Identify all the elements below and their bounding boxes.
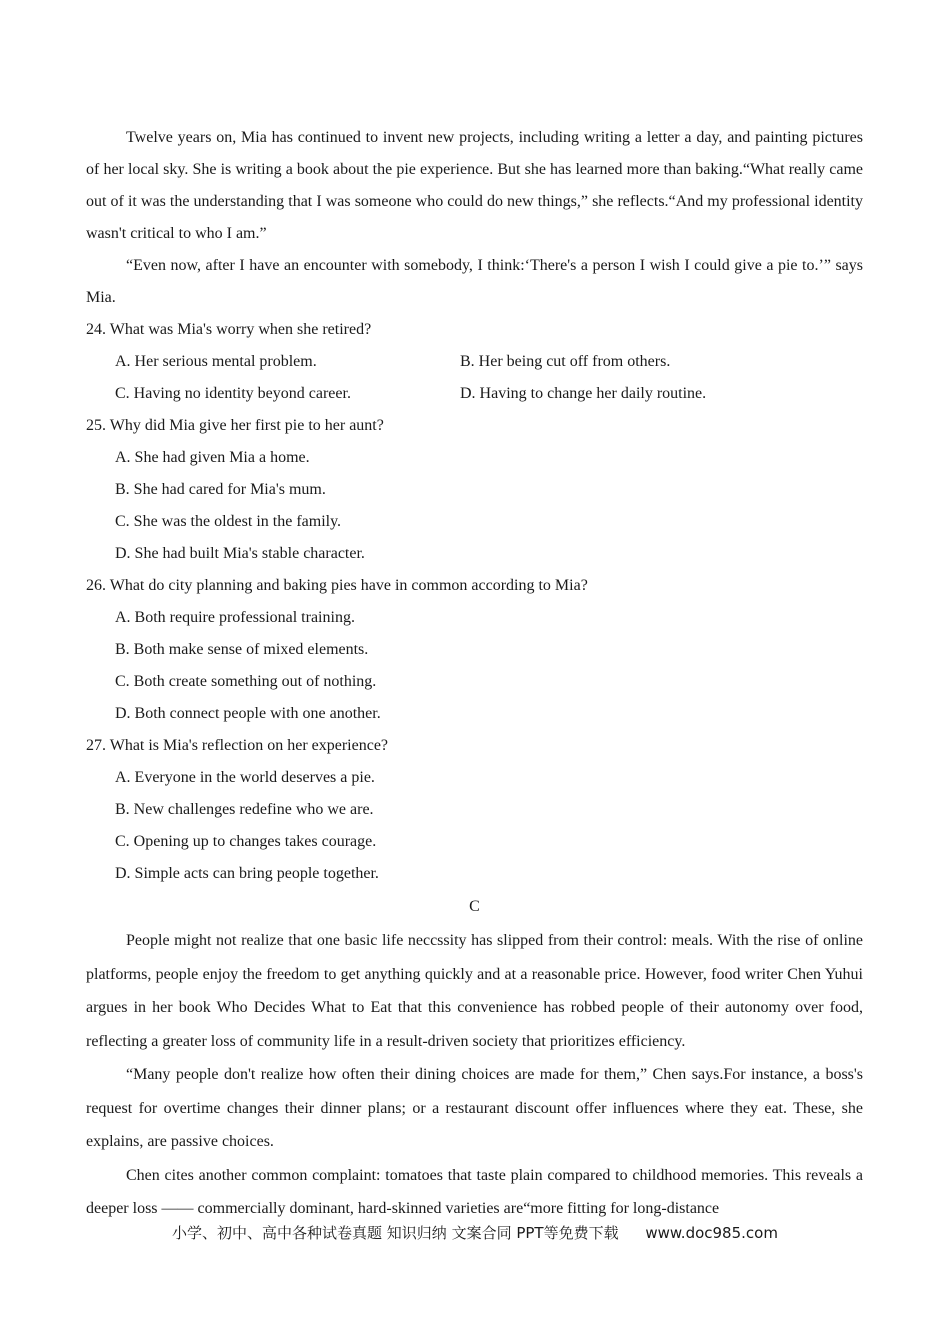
option-c: C. Opening up to changes takes courage. (115, 833, 377, 850)
question-text: 25. Why did Mia give her first pie to her aunt? (86, 417, 384, 434)
option-a: A. Her serious mental problem. (115, 353, 317, 370)
paragraph: Twelve years on, Mia has continued to invent new projects, including writing a letter a day, and painting pictures of her local sky. She is writing a book about the pie experience. But she has learned more than baking.“What really came out of it was the understanding that I was someone who could do new things,” she reflects.“And my professional identity wasn't critical to who I am.” (86, 129, 863, 242)
option-d: D. Having to change her daily routine. (460, 385, 707, 402)
question-text: 27. What is Mia's reflection on her experience? (86, 737, 389, 754)
option-d: D. Both connect people with one another. (115, 705, 381, 722)
page-footer (0, 1222, 950, 1243)
question-27 (86, 730, 863, 890)
option-c: C. Having no identity beyond career. (115, 385, 351, 402)
option-b: B. She had cared for Mia's mum. (115, 481, 326, 498)
option-d: D. She had built Mia's stable character. (115, 545, 365, 562)
footer-url: www.doc985.com (645, 1224, 778, 1242)
paragraph: “Many people don't realize how often their dining choices are made for them,” Chen says.For instance, a boss's request for overtime changes their dinner plans; or a restaurant discount offer influences where they eat. These, she explains, are passive choices. (86, 1066, 863, 1150)
option-a: A. She had given Mia a home. (115, 449, 310, 466)
question-text: 26. What do city planning and baking pies have in common according to Mia? (86, 577, 588, 594)
option-b: B. Both make sense of mixed elements. (115, 641, 369, 658)
section-heading: C (469, 898, 480, 915)
option-c: C. She was the oldest in the family. (115, 513, 342, 530)
option-d: D. Simple acts can bring people together. (115, 865, 379, 882)
option-row (86, 346, 863, 378)
option-row (86, 378, 863, 410)
question-text: 24. What was Mia's worry when she retired? (86, 321, 372, 338)
paragraph: “Even now, after I have an encounter with somebody, I think:‘There's a person I wish I could give a pie to.’” says Mia. (86, 257, 863, 306)
option-a: A. Everyone in the world deserves a pie. (115, 769, 375, 786)
paragraph: People might not realize that one basic life neccssity has slipped from their control: meals. With the rise of online platforms, people enjoy the freedom to get anything quickly and at a reasonable price. However, food writer Chen Yuhui argues in her book Who Decides What to Eat that this convenience has robbed people of their autonomy over food, reflecting a greater loss of community life in a result-driven society that prioritizes efficiency. (86, 932, 863, 1050)
paragraph: Chen cites another common complaint: tomatoes that taste plain compared to childhood memories. This reveals a deeper loss —— commercially dominant, hard-skinned varieties are“more fitting for long-distance (86, 1166, 863, 1217)
option-b: B. New challenges redefine who we are. (115, 801, 374, 818)
option-c: C. Both create something out of nothing. (115, 673, 377, 690)
document-page (86, 122, 863, 1226)
option-b: B. Her being cut off from others. (460, 353, 671, 370)
question-24 (86, 314, 863, 410)
question-26 (86, 570, 863, 730)
question-25 (86, 410, 863, 570)
footer-text: 小学、初中、高中各种试卷真题 知识归纳 文案合同 PPT等免费下载 (172, 1224, 619, 1242)
option-a: A. Both require professional training. (115, 609, 355, 626)
